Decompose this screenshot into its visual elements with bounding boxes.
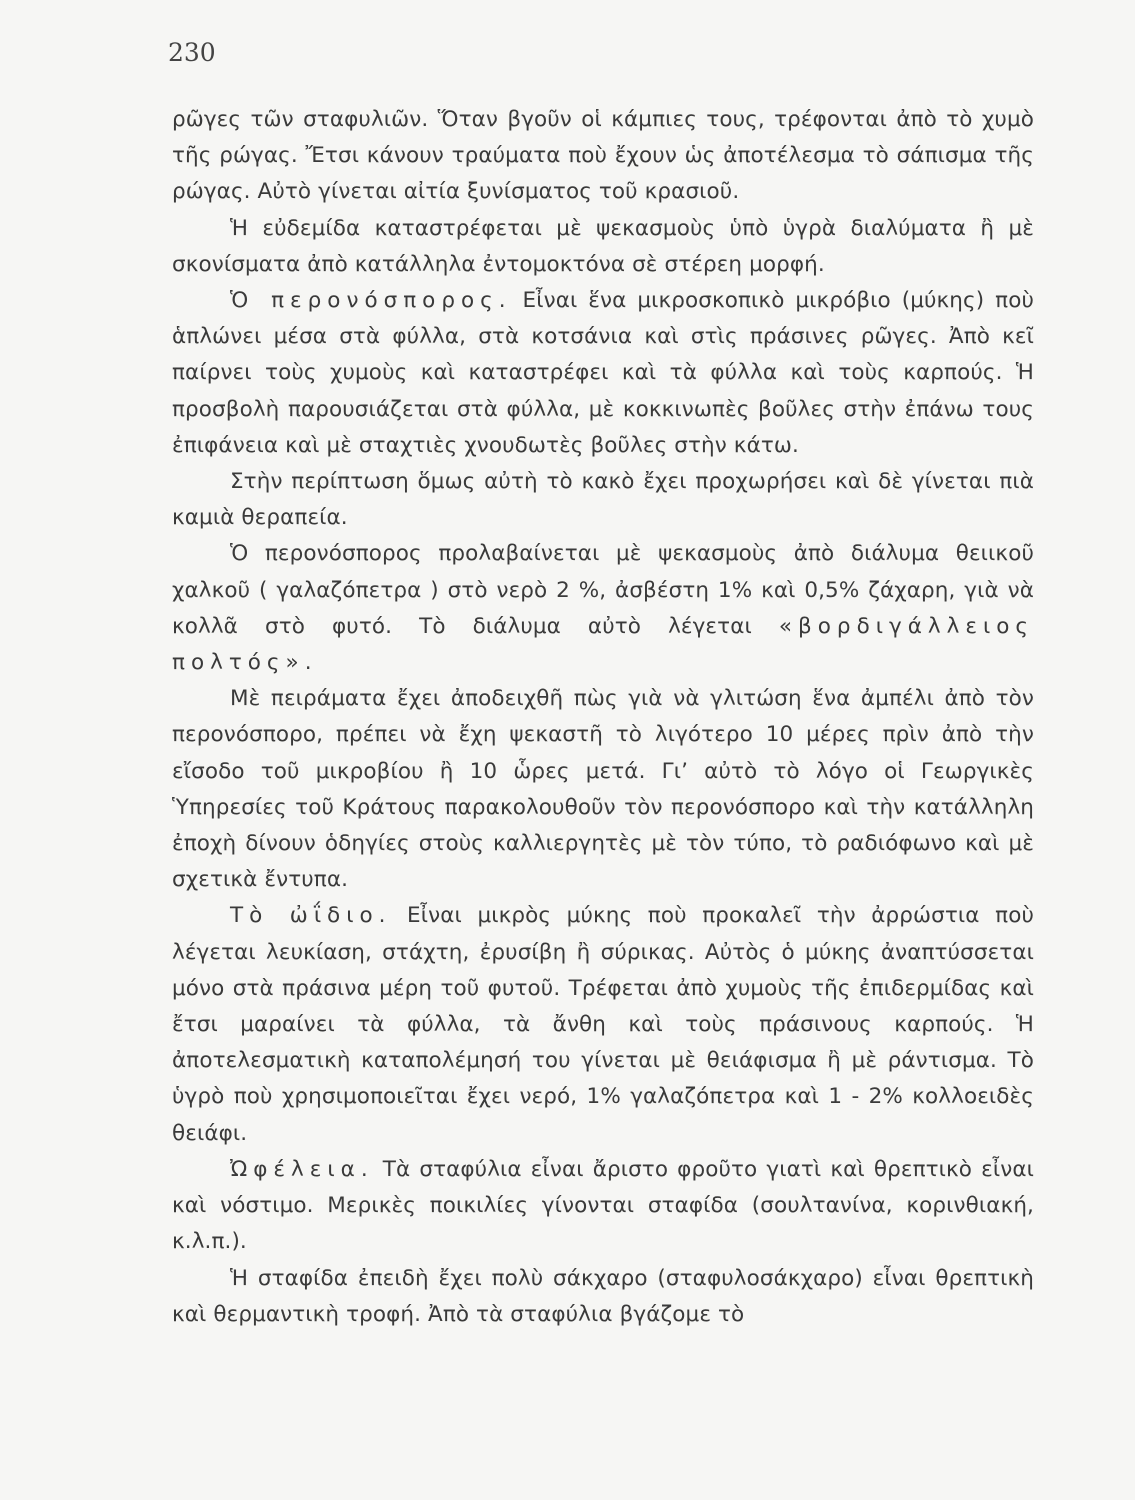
paragraph: Ἡ εὐδεμίδα καταστρέφεται μὲ ψεκασμοὺς ὑπὸ ὑγρὰ διαλύματα ἢ μὲ σκονίσματα ἀπὸ κατάλληλα ἐντομοκτόνα σὲ στέρεη μορφή. [172,215,1034,277]
spaced-term: «βορδιγάλλειος πολτός». [172,613,1035,676]
section-heading: Ὁ περονόσπορος. [230,288,512,314]
section-heading: Ὠφέλεια. [230,1156,374,1182]
paragraph: Τὸ ὠΐδιο. Εἶναι μικρὸς μύκης ποὺ προκαλεῖ τὴν ἀρρώστια ποὺ λέγεται λευκίαση, στάχτη, ἐρυσίβη ἢ σύρικας. Αὐτὸς ὁ μύκης ἀναπτύσσεται μόνο στὰ πράσινα μέρη τοῦ φυτοῦ. Τρέφεται ἀπὸ χυμοὺς τῆς ἐπιδερμίδας καὶ ἔτσι μαραίνει τὰ φύλλα, τὰ ἄνθη καὶ τοὺς πράσινους καρπούς. Ἡ ἀποτελεσματικὴ καταπολέμησή του γίνεται μὲ θειάφισμα ἢ μὲ ράντισμα. Τὸ ὑγρὸ ποὺ χρησιμοποιεῖται ἔχει νερό, 1% γαλαζόπετρα καὶ 1 - 2% κολλοειδὲς θειάφι. [172,903,1034,1146]
section-heading: Τὸ ὠΐδιο. [230,903,392,929]
paragraph: ρῶγες τῶν σταφυλιῶν. Ὅταν βγοῦν οἱ κάμπιες τους, τρέφονται ἀπὸ τὸ χυμὸ τῆς ρώγας. Ἔτσι κάνουν τραύματα ποὺ ἔχουν ὡς ἀποτέλεσμα τὸ σάπισμα τῆς ρώγας. Αὐτὸ γίνεται αἰτία ξυνίσματος τοῦ κρασιοῦ. [172,107,1034,205]
paragraph: Στὴν περίπτωση ὅμως αὐτὴ τὸ κακὸ ἔχει προχωρήσει καὶ δὲ γίνεται πιὰ καμιὰ θεραπεία. [172,469,1034,531]
paragraph: Ἡ σταφίδα ἐπειδὴ ἔχει πολὺ σάκχαρο (σταφυλοσάκχαρο) εἶναι θρεπτικὴ καὶ θερμαντικὴ τροφή. Ἀπὸ τὰ σταφύλια βγάζομε τὸ [172,1265,1034,1327]
paragraph: Μὲ πειράματα ἔχει ἀποδειχθῆ πὼς γιὰ νὰ γλιτώση ἕνα ἀμπέλι ἀπὸ τὸν περονόσπορο, πρέπει νὰ ἔχη ψεκαστῆ τὸ λιγότερο 10 μέρες πρὶν ἀπὸ τὴν εἴσοδο τοῦ μικροβίου ἢ 10 ὧρες μετά. Γι’ αὐτὸ τὸ λόγο οἱ Γεωργικὲς Ὑπηρεσίες τοῦ Κράτους παρακολουθοῦν τὸν περονόσπορο καὶ τὴν κατάλληλη ἐποχὴ δίνουν ὁδηγίες στοὺς καλλιεργητὲς μὲ τὸν τύπο, τὸ ραδιόφωνο καὶ μὲ σχετικὰ ἔντυπα. [172,686,1034,893]
paragraph: Ὁ περονόσπορος. Εἶναι ἕνα μικροσκοπικὸ μικρόβιο (μύκης) ποὺ ἁπλώνει μέσα στὰ φύλλα, στὰ κοτσάνια καὶ στὶς πράσινες ρῶγες. Ἀπὸ κεῖ παίρνει τοὺς χυμοὺς καὶ καταστρέφει καὶ τὰ φύλλα καὶ τοὺς καρπούς. Ἡ προσβολὴ παρουσιάζεται στὰ φύλλα, μὲ κοκκινωπὲς βοῦλες στὴν ἐπάνω τους ἐπιφάνεια καὶ μὲ σταχτιὲς χνουδωτὲς βοῦλες στὴν κάτω. [172,288,1034,458]
body-text [172,102,1034,1333]
paragraph: Ὁ περονόσπορος προλαβαίνεται μὲ ψεκασμοὺς ἀπὸ διάλυμα θειικοῦ χαλκοῦ ( γαλαζόπετρα ) στὸ νερὸ 2 %, ἀσβέστη 1% καὶ 0,5% ζάχαρη, γιὰ νὰ κολλᾶ στὸ φυτό. Τὸ διάλυμα αὐτὸ λέγεται «βορδιγάλλειος πολτός». [172,541,1035,676]
paragraph: Ὠφέλεια. Τὰ σταφύλια εἶναι ἄριστο φροῦτο γιατὶ καὶ θρεπτικὸ εἶναι καὶ νόστιμο. Μερικὲς ποικιλίες γίνονται σταφίδα (σουλτανίνα, κορινθιακή, κ.λ.π.). [172,1156,1034,1255]
page-number: 230 [168,38,216,67]
